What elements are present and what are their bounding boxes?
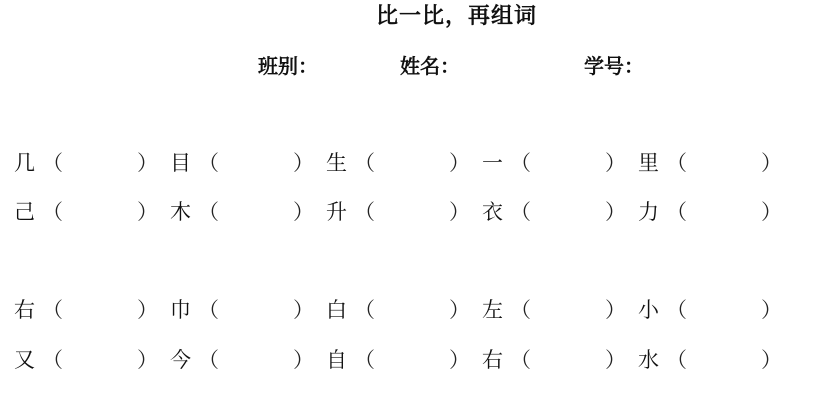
compare-cell <box>14 149 158 177</box>
compare-cell <box>326 296 470 324</box>
close-paren: ） <box>137 151 158 175</box>
open-paren: （ <box>42 348 63 372</box>
close-paren: ） <box>761 151 782 175</box>
compare-cell <box>14 346 158 374</box>
answer-blank <box>687 360 761 361</box>
open-paren: （ <box>510 200 531 224</box>
compare-cell <box>482 346 626 374</box>
compare-cell <box>638 346 782 374</box>
character: 今 <box>170 348 191 372</box>
close-paren: ） <box>137 298 158 322</box>
answer-blank <box>219 310 293 311</box>
close-paren: ） <box>449 200 470 224</box>
answer-blank <box>531 360 605 361</box>
character: 几 <box>14 151 35 175</box>
close-paren: ） <box>761 200 782 224</box>
open-paren: （ <box>354 348 375 372</box>
compare-cell <box>326 198 470 226</box>
character: 白 <box>326 298 347 322</box>
open-paren: （ <box>666 151 687 175</box>
close-paren: ） <box>605 348 626 372</box>
open-paren: （ <box>42 200 63 224</box>
compare-cell <box>170 149 314 177</box>
answer-blank <box>63 310 137 311</box>
close-paren: ） <box>293 298 314 322</box>
answer-blank <box>375 360 449 361</box>
character: 右 <box>482 348 503 372</box>
open-paren: （ <box>510 151 531 175</box>
open-paren: （ <box>354 200 375 224</box>
compare-cell <box>482 149 626 177</box>
answer-blank <box>375 163 449 164</box>
answer-blank <box>531 163 605 164</box>
compare-cell <box>638 149 782 177</box>
open-paren: （ <box>510 348 531 372</box>
open-paren: （ <box>198 298 219 322</box>
close-paren: ） <box>761 348 782 372</box>
compare-cell <box>326 346 470 374</box>
compare-cell <box>326 149 470 177</box>
compare-cell <box>482 296 626 324</box>
open-paren: （ <box>42 151 63 175</box>
answer-blank <box>687 163 761 164</box>
answer-blank <box>531 212 605 213</box>
answer-blank <box>531 310 605 311</box>
compare-cell <box>638 198 782 226</box>
character: 木 <box>170 200 191 224</box>
compare-row-4 <box>14 346 782 374</box>
character: 衣 <box>482 200 503 224</box>
close-paren: ） <box>137 348 158 372</box>
open-paren: （ <box>42 298 63 322</box>
close-paren: ） <box>761 298 782 322</box>
character: 右 <box>14 298 35 322</box>
open-paren: （ <box>666 200 687 224</box>
character: 升 <box>326 200 347 224</box>
character: 力 <box>638 200 659 224</box>
open-paren: （ <box>666 298 687 322</box>
character: 又 <box>14 348 35 372</box>
character: 小 <box>638 298 659 322</box>
compare-cell <box>14 296 158 324</box>
compare-cell <box>482 198 626 226</box>
answer-blank <box>63 360 137 361</box>
close-paren: ） <box>605 298 626 322</box>
close-paren: ） <box>293 348 314 372</box>
character: 目 <box>170 151 191 175</box>
answer-blank <box>219 163 293 164</box>
character: 左 <box>482 298 503 322</box>
character: 一 <box>482 151 503 175</box>
student-info-line <box>0 54 829 80</box>
student-id-label: 学号： <box>584 56 644 78</box>
compare-cell <box>638 296 782 324</box>
character: 巾 <box>170 298 191 322</box>
compare-row-3 <box>14 296 782 324</box>
answer-blank <box>375 212 449 213</box>
compare-cell <box>170 198 314 226</box>
open-paren: （ <box>354 151 375 175</box>
open-paren: （ <box>198 200 219 224</box>
compare-cell <box>170 346 314 374</box>
page-title: 比一比，再组词 <box>376 3 538 28</box>
character: 水 <box>638 348 659 372</box>
character: 己 <box>14 200 35 224</box>
answer-blank <box>63 163 137 164</box>
close-paren: ） <box>449 151 470 175</box>
close-paren: ） <box>449 348 470 372</box>
open-paren: （ <box>666 348 687 372</box>
answer-blank <box>63 212 137 213</box>
class-label: 班别： <box>258 56 318 78</box>
compare-row-1 <box>14 149 782 177</box>
answer-blank <box>375 310 449 311</box>
name-label: 姓名： <box>400 56 460 78</box>
close-paren: ） <box>293 151 314 175</box>
open-paren: （ <box>198 151 219 175</box>
character: 自 <box>326 348 347 372</box>
answer-blank <box>687 310 761 311</box>
close-paren: ） <box>605 200 626 224</box>
character: 里 <box>638 151 659 175</box>
compare-cell <box>14 198 158 226</box>
character: 生 <box>326 151 347 175</box>
answer-blank <box>219 212 293 213</box>
open-paren: （ <box>354 298 375 322</box>
answer-blank <box>219 360 293 361</box>
compare-cell <box>170 296 314 324</box>
answer-blank <box>687 212 761 213</box>
open-paren: （ <box>198 348 219 372</box>
close-paren: ） <box>605 151 626 175</box>
compare-row-2 <box>14 198 782 226</box>
close-paren: ） <box>293 200 314 224</box>
close-paren: ） <box>137 200 158 224</box>
close-paren: ） <box>449 298 470 322</box>
open-paren: （ <box>510 298 531 322</box>
